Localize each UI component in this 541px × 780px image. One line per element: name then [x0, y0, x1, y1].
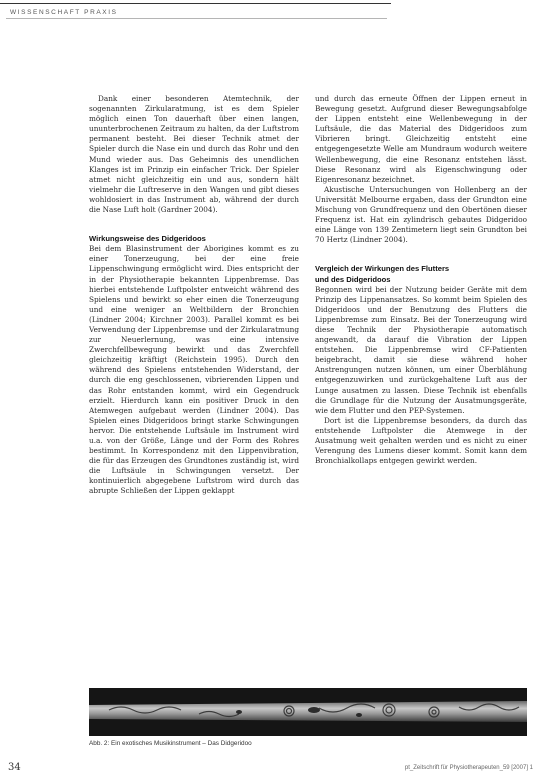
didgeridoo-photo	[89, 688, 527, 736]
continuation-paragraph: und durch das erneute Öffnen der Lippen erneut in Bewegung gesetzt. Aufgrund dieser Bewegungsabfolge der Lippen entsteht eine Wellenbewegung in der Luftsäule, die das Material des Didgeridoos zum Vibrieren bringt. Gleichzeitig entsteht eine entgegengesetzte Welle am Mundraum wodurch weitere Wellenbewegung, die eine Resonanz entstehen lässt. Diese Resonanz wird als Eigenschwingung oder Eigenresonanz bezeichnet.	[315, 94, 527, 184]
right-column	[315, 94, 527, 466]
body-paragraph: Bei dem Blasinstrument der Aborigines kommt es zu einer Tonerzeugung, bei der eine freie Lippenschwingung ermöglicht wird. Dies entspricht der in der Physiotherapie bekannten Lippenbremse. Das hierbei entstehende Luftpolster entweicht während des Spielens und bewirkt so eher einen die Tonerzeugung und eine weniger an Weltbildern der Bronchien (Lindner 2004; Kirchner 2003). Parallel kommt es bei Verwendung der Lippenbremse und der Zirkularatmung zur Neuerlernung, was eine intensive Zwerchfellbewegung bewirkt und das Zwerchfell gleichzeitig kräftigt (Reichstein 1995). Durch den während des Spielens entstehenden Widerstand, der durch die eng geschlossenen, vibrierenden Lippen und das Rohr entstanden kommt, wird ein Gegendruck erzielt. Hierdurch kann ein positiver Druck in den Atemwegen aufgebaut werden (Lindner 2004). Das Spielen eines Didgeridoos bringt starke Schwingungen hervor. Die entstehende Luftsäule im Instrument wird u.a. von der Größe, Länge und der Form des Rohres bestimmt. In Korrespondenz mit den Lippenvibration, die für das Erzeugen des Grundtones zuständig ist, wird die Luftsäule in Schwingungen versetzt. Der kontinuierlich abgegebene Luftstrom wird durch das abrupte Schließen der Lippen geklappt	[89, 244, 299, 496]
paragraph-spacer	[89, 215, 299, 224]
header-rule-thin	[6, 18, 387, 19]
heading-line-2: und des Didgeridoos	[315, 274, 391, 284]
left-column	[89, 94, 299, 497]
closing-paragraph: Dort ist die Lippenbremse besonders, da durch das entstehende Luftpolster die Atemwege in der Ausatmung weit gehalten werden und es nicht zu einer Verengung des Lumens dieser kommt. Somit kann dem Bronchialkollaps entgegen gewirkt werden.	[315, 415, 527, 466]
header-rule	[0, 3, 391, 4]
didgeridoo-illustration	[89, 688, 527, 736]
section-heading-vergleich	[315, 264, 527, 284]
section-heading-wirkungsweise: Wirkungsweise des Didgeridoos	[89, 234, 206, 244]
intro-paragraph: Dank einer besonderen Atemtechnik, der sogenannten Zirkularatmung, ist es dem Spieler möglich einen Ton dauerhaft über einen langen, ununterbrochenen Zeitraum zu halten, da der Luftstrom permanent besteht. Bei dieser Technik atmet der Spieler durch die Nase ein und durch das Rohr und den Mund wieder aus. Das Geheimnis des unendlichen Klanges ist im Prinzip ein einfacher Trick. Der Spieler atmet nicht gleichzeitig ein und aus, sondern hält vielmehr die Luftreserve in den Wangen und gibt dieses wohldosiert in das Instrument ab, während der durch die Nase Luft holt (Gardner 2004).	[89, 94, 299, 215]
paragraph-spacer	[315, 245, 527, 254]
section-label: WISSENSCHAFT PRAXIS	[10, 9, 118, 16]
heading-line-1: Vergleich der Wirkungen des Flutters	[315, 264, 450, 274]
journal-footer: pt_Zeitschrift für Physiotherapeuten_59 [2007] 1	[404, 765, 533, 771]
acoustics-paragraph: Akustische Untersuchungen von Hollenberg an der Universität Melbourne ergaben, dass der Grundton eine Mischung von Grundfrequenz und den Obertönen dieser Frequenz ist. Hat ein zylindrisch gebautes Didgeridoo eine Länge von 139 Zentimetern liegt sein Grundton bei 70 Hertz (Lindner 2004).	[315, 184, 527, 245]
page-number: 34	[8, 762, 21, 773]
figure-caption: Abb. 2: Ein exotisches Musikinstrument – Das Didgeridoo	[89, 740, 252, 747]
comparison-paragraph: Begonnen wird bei der Nutzung beider Geräte mit dem Prinzip des Lippenansatzes. So kommt beim Spielen des Didgeridoos und der Benutzung des Flutters die Lippenbremse zum Einsatz. Bei der Tonerzeugung wird diese Technik der Physiotherapie automatisch angewandt, da darauf die Vibration der Lippen entstehen. Die Lippenbremse wird CF-Patienten beigebracht, damit sie diese während hoher Anstrengungen nutzen können, um einer Überblähung entgegenzuwirken und zurückgehaltene Luft aus der Lunge ausatmen zu lassen. Diese Technik ist ebenfalls die Grundlage für die Nutzung der Ausatmungsgeräte, wie dem Flutter und den PEP-Systemen.	[315, 284, 527, 415]
